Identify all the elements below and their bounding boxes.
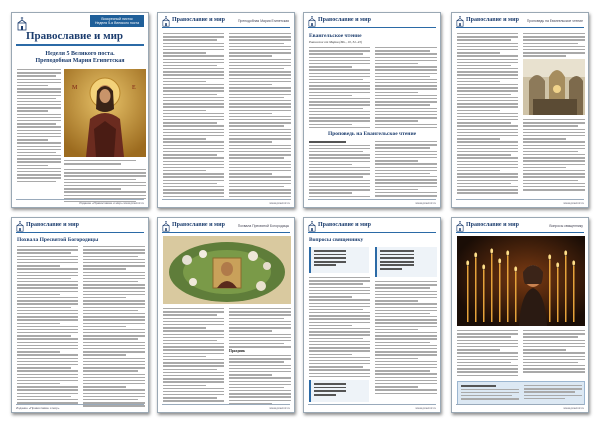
question-box-1 — [309, 247, 369, 273]
church-logo-icon — [15, 221, 25, 232]
question-text — [314, 250, 368, 268]
issue-badge — [90, 15, 144, 27]
sermon-text-left — [309, 141, 370, 199]
running-header-title: Православие и мир — [172, 17, 225, 23]
running-header-title: Православие и мир — [172, 222, 225, 228]
section-heading-feast: Праздник — [229, 349, 245, 353]
question-text — [314, 383, 368, 397]
text-column-right — [229, 308, 291, 349]
running-header — [304, 13, 440, 29]
running-header — [158, 13, 294, 29]
running-header-title: Православие и мир — [26, 222, 79, 228]
text-column-left — [163, 33, 224, 199]
masthead — [12, 13, 148, 47]
running-header — [452, 218, 588, 234]
page-1 — [11, 12, 149, 208]
publisher-info-right — [524, 385, 582, 401]
section-heading-questions: Вопросы священнику — [309, 237, 364, 243]
caption-text — [64, 160, 146, 166]
running-header-section: Вопросы священнику — [549, 224, 583, 228]
page-footer: www.pravmir.ru — [162, 404, 290, 409]
church-logo-icon — [307, 16, 317, 27]
church-interior-photo — [523, 59, 585, 115]
gospel-text-left — [309, 47, 370, 130]
gospel-reference: Евангелие от Марка (Мк., 10, 32–45) — [309, 40, 363, 44]
running-header-section: Проповедь на Евангельское чтение — [526, 19, 583, 23]
text-column-right — [83, 246, 145, 409]
header-rule — [456, 232, 584, 233]
masthead-rule — [16, 44, 144, 46]
wreath-icon-photo — [163, 236, 291, 304]
article-heading: Неделя 5 Великого поста. — [45, 51, 115, 57]
page-footer: Издание «Православие и мир» — [16, 404, 144, 409]
header-rule — [162, 232, 290, 233]
running-header-title: Православие и мир — [466, 222, 519, 228]
icon-image-mary-of-egypt — [64, 69, 146, 157]
page-8 — [451, 217, 589, 413]
text-column-right-bottom — [523, 119, 585, 192]
svg-text:Е: Е — [132, 85, 136, 91]
question-box-2 — [309, 380, 369, 402]
running-header-title: Православие и мир — [466, 17, 519, 23]
running-header — [158, 218, 294, 234]
gospel-text-right — [375, 47, 437, 130]
header-rule — [16, 232, 144, 233]
question-box-3 — [375, 247, 437, 277]
article-subheading: Преподобная Мария Египетская — [35, 58, 125, 64]
header-rule — [456, 27, 584, 28]
header-rule — [308, 27, 436, 28]
text-column-left — [457, 33, 518, 196]
section-heading-gospel: Евангельское чтение — [309, 33, 362, 39]
running-header-section: Похвала Пресвятой Богородицы — [237, 224, 289, 228]
masthead-title: Православие и мир — [26, 30, 124, 42]
text-column-right — [229, 33, 291, 202]
running-header-section: Преподобная Мария Египетская — [238, 19, 289, 23]
page-5 — [11, 217, 149, 413]
page-footer: www.pravmir.ru — [308, 404, 436, 409]
running-header — [452, 13, 588, 29]
header-rule — [162, 27, 290, 28]
page-6 — [157, 217, 295, 413]
church-logo-icon — [161, 221, 171, 232]
text-column-left — [457, 330, 518, 378]
badge-line-1: Воскресный листок — [101, 17, 133, 21]
text-column-right-top — [523, 33, 585, 59]
text-column-right — [523, 330, 585, 375]
text-column-right-lower — [229, 355, 291, 406]
church-logo-icon — [307, 221, 317, 232]
sermon-text-right — [375, 141, 437, 198]
answer-text-2 — [375, 281, 437, 396]
publisher-info-box — [457, 381, 585, 405]
page-footer: www.pravmir.ru — [456, 404, 584, 409]
text-column-left — [163, 308, 224, 404]
running-header-title: Православие и мир — [318, 222, 371, 228]
section-heading-akathist: Похвала Пресвятой Богородицы — [17, 237, 99, 243]
badge-line-2: Неделя 5-я Великого поста — [94, 21, 140, 25]
section-heading-sermon: Проповедь на Евангельское чтение — [327, 131, 417, 137]
page-7 — [303, 217, 441, 413]
header-rule — [308, 232, 436, 233]
candles-photo — [457, 236, 585, 326]
running-header-title: Православие и мир — [318, 17, 371, 23]
answer-text-1 — [309, 277, 370, 379]
running-header — [12, 218, 148, 234]
text-column-left — [17, 246, 78, 405]
church-logo-icon — [161, 16, 171, 27]
page-footer: www.pravmir.ru — [308, 199, 436, 204]
page-3 — [303, 12, 441, 208]
church-logo-icon — [455, 16, 465, 27]
article-text-column — [17, 69, 61, 184]
running-header — [304, 218, 440, 234]
page-footer: Издание «Православие и мир» www.pravmir.ru — [16, 199, 144, 204]
publisher-info-left — [461, 385, 519, 401]
page-4 — [451, 12, 589, 208]
page-2 — [157, 12, 295, 208]
page-footer: www.pravmir.ru — [456, 199, 584, 204]
church-logo-icon — [16, 17, 28, 31]
church-logo-icon — [455, 221, 465, 232]
question-text — [380, 250, 436, 272]
svg-text:М: М — [72, 85, 78, 91]
page-footer: www.pravmir.ru — [162, 199, 290, 204]
